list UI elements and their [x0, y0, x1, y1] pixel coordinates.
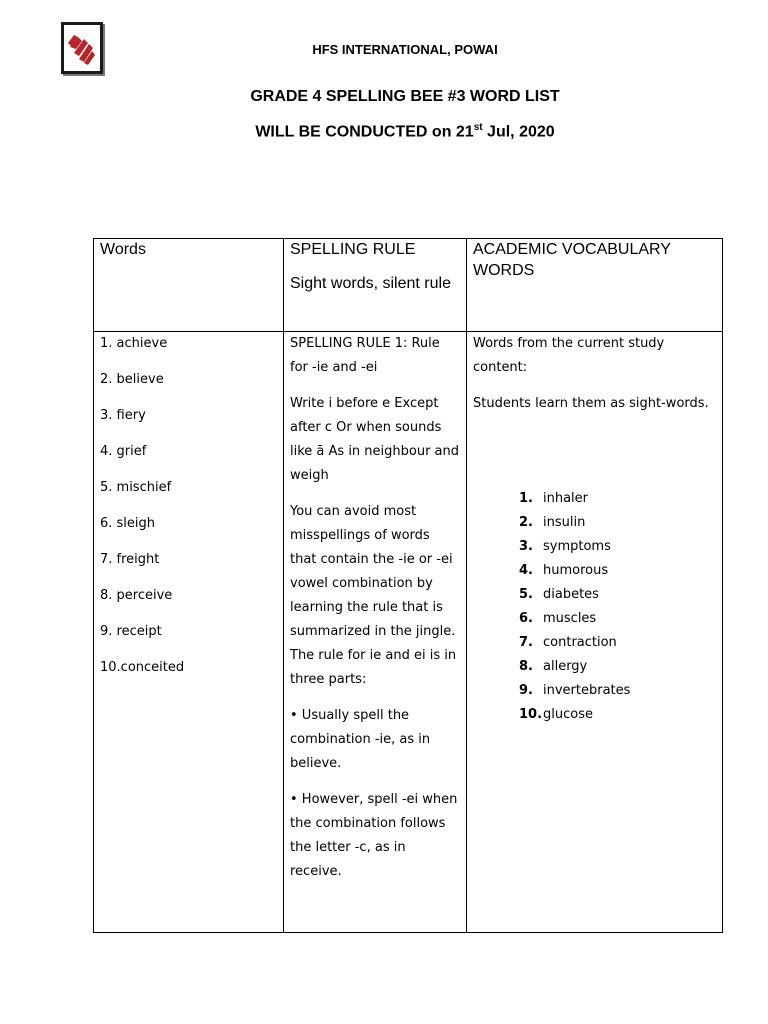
list-item — [519, 703, 716, 727]
list-item: 10.conceited — [100, 660, 185, 675]
vocab-intro: Words from the current study content: — [473, 336, 665, 375]
list-item — [519, 559, 716, 583]
rule-cell — [284, 332, 467, 933]
list-word: diabetes — [543, 587, 599, 602]
list-item — [519, 655, 716, 679]
header-words-label: Words — [100, 241, 146, 258]
list-item: 9. receipt — [100, 624, 162, 639]
document-title: GRADE 4 SPELLING BEE #3 WORD LIST — [250, 88, 560, 105]
list-item: 4. grief — [100, 444, 147, 459]
list-number: 6. — [519, 611, 533, 626]
list-item: 7. freight — [100, 552, 160, 567]
header-vocab-label: ACADEMIC VOCABULARY WORDS — [473, 241, 671, 279]
vocab-cell — [467, 332, 723, 933]
list-word: humorous — [543, 563, 609, 578]
word-list-table — [93, 238, 723, 933]
rule-paragraph: You can avoid most misspellings of words that contain the -ie or -ei vowel combination by learning the rule that is summarized in the jingle. The rule for ie and ei is in three parts: — [290, 504, 457, 687]
document-date — [0, 122, 768, 141]
list-number: 10. — [519, 707, 543, 722]
list-item — [519, 607, 716, 631]
list-item — [519, 487, 716, 511]
rule-paragraph: • Usually spell the combination -ie, as in believe. — [290, 708, 431, 771]
list-word: symptoms — [543, 539, 611, 554]
list-number: 9. — [519, 683, 533, 698]
list-number: 1. — [519, 491, 533, 506]
header-rule-label: SPELLING RULE — [290, 241, 416, 258]
table-header-row — [94, 239, 723, 332]
header-rule — [284, 239, 467, 332]
header-words — [94, 239, 284, 332]
list-word: muscles — [543, 611, 597, 626]
date-prefix: WILL BE CONDUCTED on 21 — [255, 123, 474, 141]
list-word: glucose — [543, 707, 593, 722]
list-item: 6. sleigh — [100, 516, 156, 531]
list-item: 5. mischief — [100, 480, 172, 495]
list-word: inhaler — [543, 491, 589, 506]
list-number: 7. — [519, 635, 533, 650]
list-item — [519, 535, 716, 559]
list-word: contraction — [543, 635, 617, 650]
list-item: 8. perceive — [100, 588, 173, 603]
words-cell — [94, 332, 284, 933]
list-word: insulin — [543, 515, 586, 530]
list-number: 4. — [519, 563, 533, 578]
list-word: invertebrates — [543, 683, 631, 698]
list-item — [519, 679, 716, 703]
date-suffix: Jul, 2020 — [482, 123, 555, 141]
rule-paragraph: • However, spell -ei when the combination follows the letter -c, as in receive. — [290, 792, 458, 879]
vocab-list — [519, 487, 716, 727]
list-item: 1. achieve — [100, 336, 168, 351]
list-number: 2. — [519, 515, 533, 530]
list-item — [519, 583, 716, 607]
date-superscript: st — [473, 122, 483, 133]
list-item — [519, 511, 716, 535]
list-item: 3. fiery — [100, 408, 146, 423]
header-rule-sub: Sight words, silent rule — [290, 275, 451, 292]
list-number: 5. — [519, 587, 533, 602]
table-body-row — [94, 332, 723, 933]
header-vocab — [467, 239, 723, 332]
rule-paragraph: Write i before e Except after c Or when sounds like ā As in neighbour and weigh — [290, 396, 460, 483]
list-item: 2. believe — [100, 372, 164, 387]
list-word: allergy — [543, 659, 588, 674]
rule-paragraph: SPELLING RULE 1: Rule for -ie and -ei — [290, 336, 440, 375]
vocab-intro: Students learn them as sight-words. — [473, 396, 709, 411]
list-number: 8. — [519, 659, 533, 674]
school-name: HFS INTERNATIONAL, POWAI — [312, 42, 498, 57]
list-item — [519, 631, 716, 655]
list-number: 3. — [519, 539, 533, 554]
